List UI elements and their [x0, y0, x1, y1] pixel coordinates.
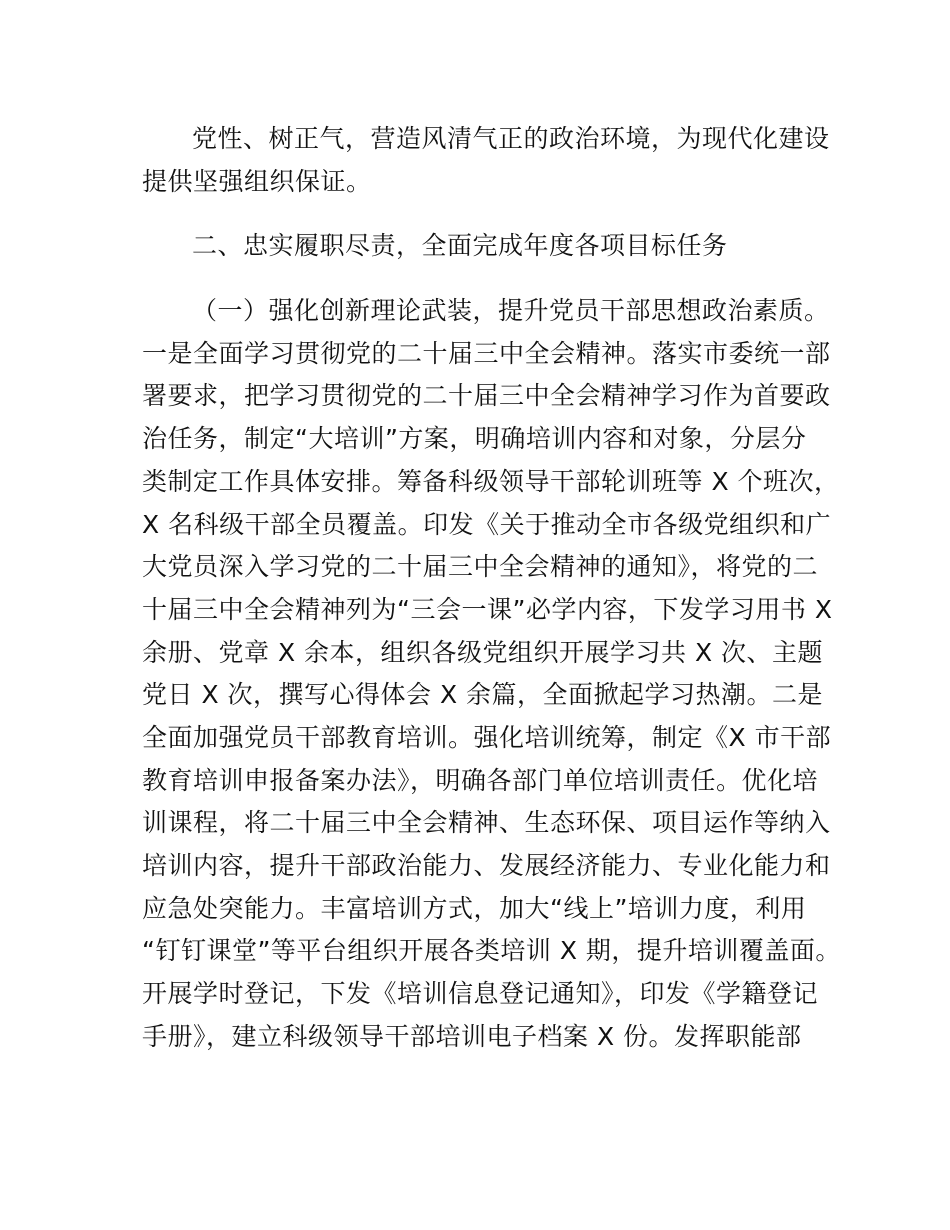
text-line: 应急处突能力。丰富培训方式，加大“线上”培训力度，利用 [142, 893, 807, 923]
text-line: 提供坚强组织保证。 [142, 166, 372, 196]
heading-line: 二、忠实履职尽责，全面完成年度各项目标任务 [192, 231, 728, 261]
text-line: 大党员深入学习党的二十届三中全会精神的通知》，将党的二 [142, 552, 819, 582]
text-line: 党日 X 次，撰写心得体会 X 余篇，全面掀起学习热潮。二是 [142, 680, 824, 710]
text-line: 培训内容，提升干部政治能力、发展经济能力、专业化能力和 [142, 851, 831, 880]
document-body [142, 118, 841, 1058]
paragraph-gap [142, 268, 822, 290]
paragraph-intro [142, 118, 830, 203]
text-line: 一是全面学习贯彻党的二十届三中全会精神。落实市委统一部 [142, 338, 831, 368]
paragraph-main [142, 290, 841, 1058]
text-line: 教育培训申报备案办法》，明确各部门单位培训责任。优化培 [142, 765, 819, 795]
text-line: 署要求，把学习贯彻党的二十届三中全会精神学习作为首要政 [142, 381, 831, 411]
text-line: 党性、树正气，营造风清气正的政治环境，为现代化建设 [192, 124, 830, 153]
text-line: 开展学时登记，下发《培训信息登记通知》，印发《学籍登记 [142, 979, 819, 1009]
text-line: 治任务，制定“大培训”方案，明确培训内容和对象，分层分 [142, 424, 807, 454]
text-line: 全面加强党员干部教育培训。强化培训统筹，制定《X 市干部 [142, 722, 832, 752]
paragraph-gap [142, 203, 822, 225]
text-line: 余册、党章 X 余本，组织各级党组织开展学习共 X 次、主题 [142, 637, 824, 667]
text-line: “钉钉课堂”等平台组织开展各类培训 X 期，提升培训覆盖面。 [142, 936, 841, 966]
text-line: 类制定工作具体安排。筹备科级领导干部轮训班等 X 个班次， [142, 466, 840, 496]
text-line: 十届三中全会精神列为“三会一课”必学内容，下发学习用书 X [142, 594, 833, 624]
text-line: X 名科级干部全员覆盖。印发《关于推动全市各级党组织和广 [142, 509, 832, 539]
section-heading [142, 225, 822, 268]
text-line: 手册》，建立科级领导干部培训电子档案 X 份。发挥职能部 [142, 1021, 802, 1051]
subheading-line: （一）强化创新理论武装，提升党员干部思想政治素质。 [192, 296, 830, 326]
text-line: 训课程，将二十届三中全会精神、生态环保、项目运作等纳入 [142, 808, 831, 838]
